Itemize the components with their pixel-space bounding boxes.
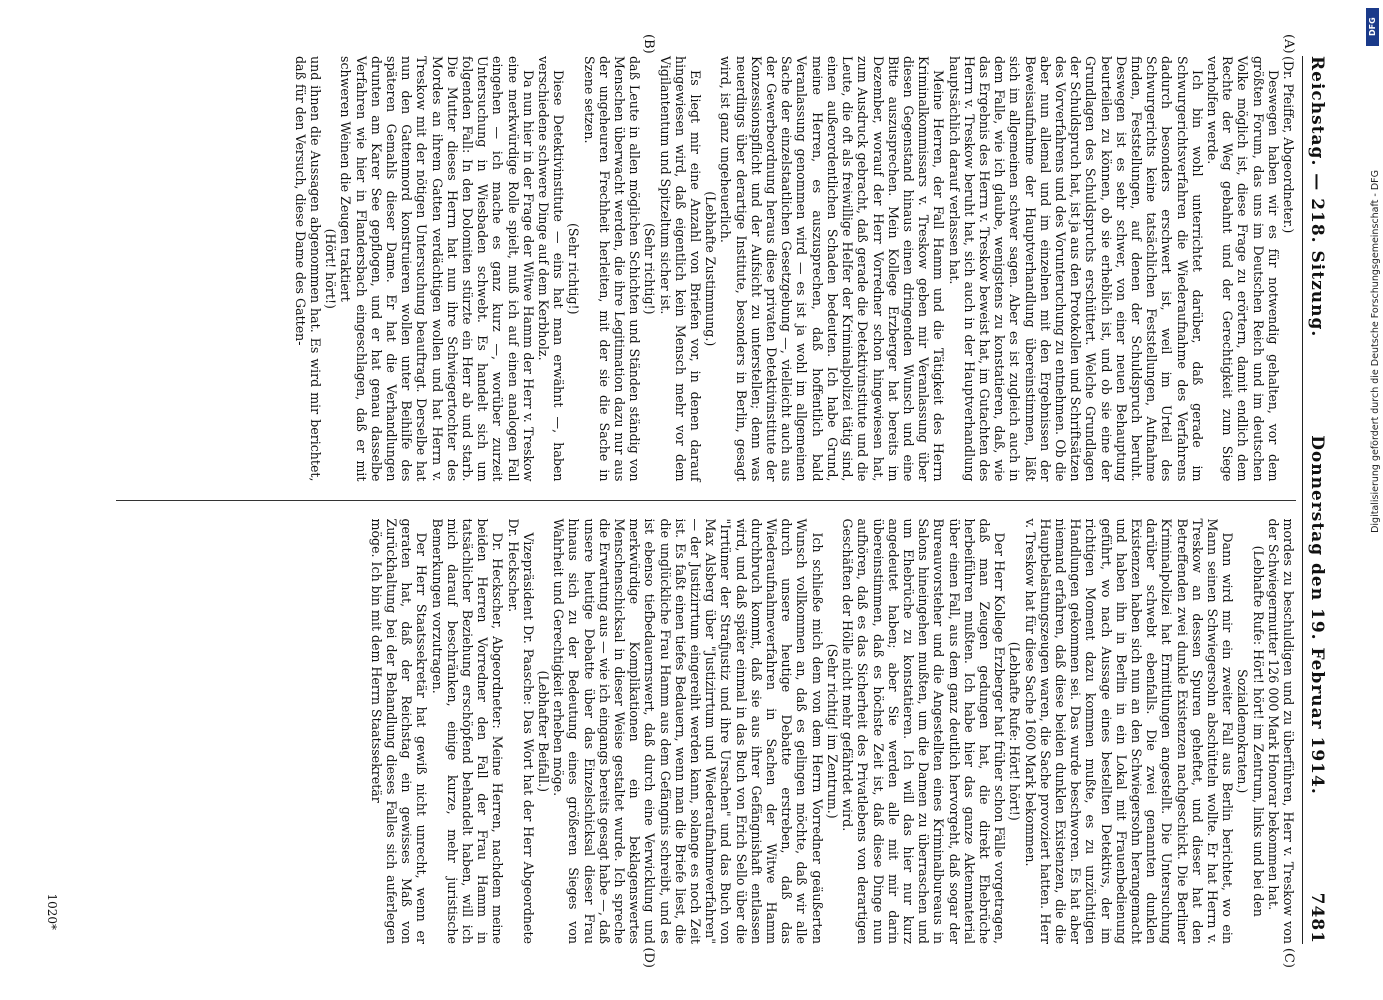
page-header [1302, 56, 1327, 944]
digitization-credit: Digitalisierung gefördert durch die Deutsche Forschungsgemeinschaft - DFG [1370, 170, 1381, 533]
paragraph: Es liegt mir eine Anzahl von Briefen vor, in denen darauf hingewiesen wird, daß eigentlich kein Mensch mehr vor dem Vigilantentum und Spitzeltum sicher ist. [657, 56, 704, 482]
paragraph: Vizepräsident Dr. Paasche: Das Wort hat der Herr Abgeordnete Dr. Heckscher. [505, 518, 536, 944]
interjection: (Lebhafter Beifall.) [536, 670, 552, 792]
column-divider [116, 500, 1296, 501]
margin-marker-d: (D) [641, 947, 656, 968]
margin-marker-a: (A) [1281, 34, 1296, 54]
paragraph: Meine Herren, der Fall Hamm und die Tätigkeit des Herrn Kriminalkommissars v. Treskow geben mir Veranlassung über diesen Gegenstand hinaus einen dringenden Wunsch und eine Bitte auszusprechen. Mein Kollege Erzberger hat bereits im Dezember, worauf der Herr Vorredner schon hingewiesen hat, zum Ausdruck gebracht, daß gerade die Detektivinstitute und die Leute, die oft als freiwillige Helfer der Kriminalpolizei tätig sind, einen außerordentlichen Schaden bedeuten. Ich habe Grund, meine Herren, es auszusprechen, daß hoffentlich bald Veranlassung genommen wird — es ist ja wohl im allgemeinen Sache der einzelstaatlichen Gesetzgebung —, vielleicht auch aus der Gewerbeordnung heraus diese privaten Detektivinstitute der Konzessionspflicht und der Aufsicht zu unterstellen; denn was neuerdings über derartige Institute, besonders in Berlin, gesagt wird, ist ganz ungeheuerlich. [718, 56, 947, 482]
document-page [41, 30, 1341, 970]
page-number: 7481 [1307, 892, 1327, 944]
paragraph: Deswegen haben wir es für notwendig gehalten, vor dem größten Forum, das uns im Deutschen Reich und im deutschen Volke möglich ist, diese Frage zu erörtern, damit endlich dem Rechte der Weg gebahnt und der Gerechtigkeit zum Siege verholfen werde. [1204, 56, 1281, 482]
header-left: Reichstag. — 218. Sitzung. [1307, 56, 1327, 338]
footer-code: 1020* [45, 893, 59, 930]
interjection: (Lebhafte Rufe: Hört! hört! im Zentrum, links und bei den Sozialdemokraten.) [1235, 545, 1266, 917]
header-date: Donnerstag den 19. Februar 1914. [1307, 435, 1327, 795]
interjection: (Hört! hört!) [323, 228, 339, 309]
paragraph: und ihnen die Aussagen abgenommen hat. Es wird mir berichtet, daß für den Versuch, diese Dame des Gatten- [292, 56, 323, 482]
interjection: (Sehr richtig!) [566, 223, 582, 315]
paragraph: Dann wird mir ein zweiter Fall aus Berlin berichtet, wo ein Mann seinen Schwiegersohn abschütteln wollte. Er hat Herrn v. Treskow an dessen Spuren geheftet, und dieser hat den Betreffenden zwei dunkle Existenzen nachgeschickt. Die Berliner Kriminalpolizei hat Ermittlungen angestellt. Die Untersuchung darüber schwebt ebenfalls. Die zwei genannten dunklen Existenzen haben sich nun an den Schwiegersohn herangemacht und haben ihn in Berlin in ein Lokal mit Frauenbedienung geführt, wo nach Aussage eines bestellten Detektivs, der im richtigen Moment dazu kommen mußte, es zu unzüchtigen Handlungen gekommen sei. Das wurde beschworen. Es hat aber niemand erfahren, daß diese beiden dunklen Existenzen, die die Hauptbelastungszeugen waren, die Sache provoziert hatten. Herr v. Treskow hat für diese Sache 1600 Mark bekommen. [1022, 518, 1236, 944]
paragraph: mordes zu beschuldigen und zu überführen, Herr v. Treskow von der Schwiegermutter 126 000 Mark Honorar bekommen hat. [1265, 518, 1296, 944]
paragraph: Da nun hier in der Frage der Witwe Hamm der Herr v. Treskow eine merkwürdige Rolle spielt, muß ich auf einen analogen Fall eingehen — ich mache es ganz kurz —, worüber zurzeit Untersuchung in Wiesbaden schwebt. Es handelt sich um folgenden Fall: In den Dolomiten stürzte ein Herr ab und starb. Die Mutter dieses Herrn hat nun ihre Schwiegertochter des Mordes an ihrem Gatten verdächtigen wollen und hat Herrn v. Treskow mit der nötigen Untersuchung beauftragt. Derselbe hat nun den Gattenmord konstruieren wollen unter Beihilfe des späteren Gemahls dieser Dame. Er hat die Verhandlungen drunten am Karer See gepflogen, und er hat genau dasselbe Verfahren wie hier in Flandersbach eingeschlagen, daß er mit schweren Weinen die Zeugen traktiert [338, 56, 536, 482]
interjection: (Sehr richtig! im Zentrum.) [824, 643, 840, 819]
paragraph: daß Leute in allen möglichen Schichten und Ständen ständig von Menschen überwacht werden, die ihre Legitimation dazu nur aus der ungeheuren Frechheit herleiten, mit der sie die Sache in Szene setzen. [581, 56, 643, 482]
interjection: (Lebhafte Rufe: Hört! hört!) [1007, 641, 1023, 821]
dfg-logo: DFG [1366, 8, 1379, 46]
paragraph: Dr. Heckscher, Abgeordneter: Meine Herren, nachdem meine beiden Herren Vorredner den Fall der Frau Hamm in tatsächlicher Beziehung erschöpfend behandelt haben, will ich mich darauf beschränken, einige kurze, mehr juristische Bemerkungen vorzutragen. [429, 518, 506, 944]
paragraph: Ich bin wohl unterrichtet darüber, daß gerade im Schwurgerichtsverfahren die Wiederaufnahme des Verfahrens dadurch besonders erschwert ist, weil im Urteil des Schwurgerichts keine tatsächlichen Feststellungen, Aufnahme finden, Feststellungen, auf denen der Schuldspruch beruht. Deswegen ist es sehr schwer, von einer neuen Behauptung beurteilen zu können, ob sie erheblich ist, und ob sie eine der Grundlagen des Schuldspruchs erschüttert. Welche Grundlagen der Schuldspruch hat, ist ja aus den Protokollen und Schriftsätzen des Vorverfahrens und des Vorunteruchung zu entnehmen. Ob die aber nun allemal und im einzelnen mit den Ergebnissen der Beweisaufnahme der Hauptverhandlung übereinstimmen, läßt sich im allgemeinen schwer sagen. Aber es ist zugleich auch in dem Falle, wie ich glaube, wenigstens zu konstatieren, daß, wie das Ergebnis des Herrn v. Treskow beweist hat, im Gutachten des Herrn v. Treskow beruht hat, sich auch in der Hauptverhandlung hauptsächlich darauf verlassen hat. [946, 56, 1205, 482]
right-column [116, 518, 1296, 968]
paragraph: Der Herr Staatssekretär hat gewiß nicht unrecht, wenn er geraten hat, daß der Reichstag ein gewisses Maß von Zurückhaltung bei der Behandlung dieses Falles sich auferlegen möge. Ich bin mit dem Herrn Staatssekretär [368, 518, 430, 944]
paragraph: Der Herr Kollege Erzberger hat früher schon Fälle vorgetragen, daß man Zeugen gedungen hat, die direkt Ehebrüche herbeiführen mußten. Ich habe hier das ganze Aktenmaterial über einen Fall, aus dem ganz deutlich hervorgeht, daß sogar der Bureauvorsteher und die Angestellten eines Kriminalbureaus in Salons hineingehen mußten, um die Damen zu überraschen und um Ehebrüche zu konstatieren. Ich will das hier nur kurz angedeutet haben; aber Sie werden alle mit mir darin übereinstimmen, daß es höchste Zeit ist, daß diese Dinge nun aufhören, daß es das Sicherheit des Privatlebens von derartigen Geschäften der Hölle nicht mehr gefährdet wird. [840, 518, 1008, 944]
interjection: (Lebhafte Zustimmung.) [703, 191, 719, 347]
left-column [116, 34, 1296, 482]
margin-marker-c: (C) [1281, 947, 1296, 968]
speaker-note: (Dr. Pfeiffer, Abgeordneter.) [1281, 56, 1296, 234]
paragraph: Ich schließe mich dem von dem Herrn Vorredner geäußerten Wunsch vollkommen an, daß es gelingen möchte, daß wir alle durch unsere heutige Debatte erstreben, daß das Wiederaufnahmeverfahren in Sachen der Witwe Hamm durchbruch kommt, daß sie aus ihrer Gefängnishaft entlassen wird, und daß später einmal in das Buch von Erich Sello über die "Irrtümer der Strafjustiz und ihre Ursachen" und das Buch von Max Alsberg über "Justizirrtum und Wiederaufnahmeverfahren" — der Justizirrtum eingereiht werden kann, solange es noch Zeit ist. Es faßt einen tiefes Bedauern, wenn man die Briefe liest, die die unglückliche Frau Hamm aus dem Gefängnis schreibt, und es ist ebenso tiefbedauernswert, daß durch eine Verwicklung und merkwürdige Komplikationen ein beklagenswertes Menschenschicksal in dieser Weise gestaltet wurde. Ich spreche die Erwartung aus — wie ich eingangs bereits gesagt habe —, daß unsere heutige Debatte über das Einzelschicksal dieser Frau hinaus sich zu der Bedeutung eines größeren Sieges von Wahrheit und Gerechtigkeit erheben möge. [551, 518, 825, 944]
paragraph: Diese Detektivinstitute — eins hat man erwähnt —, haben verschiedene schwere Dinge auf dem Kerbholz. [536, 56, 567, 482]
interjection: (Sehr richtig!) [642, 223, 658, 315]
margin-marker-b: (B) [641, 34, 656, 54]
text-columns [116, 34, 1296, 968]
